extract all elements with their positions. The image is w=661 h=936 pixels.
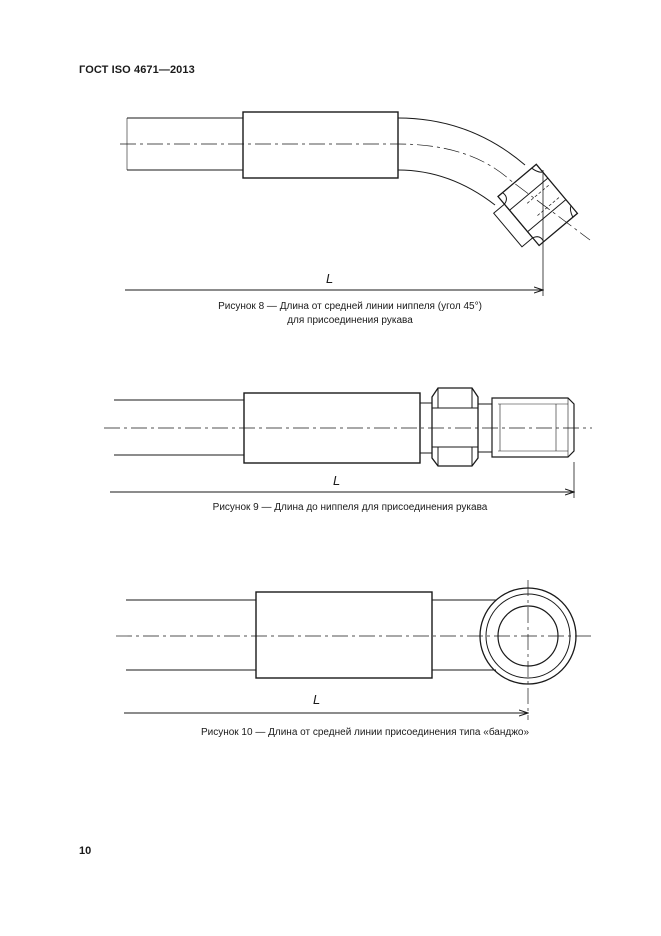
figure-8-caption-line1: Рисунок 8 — Длина от средней линии ниппеля (угол 45°)	[218, 301, 482, 312]
page-number: 10	[79, 845, 92, 857]
figure-10-dim-label: L	[313, 692, 321, 707]
hose-sleeve	[256, 592, 432, 678]
figure-10-caption: Рисунок 10 — Длина от средней линии присоединения типа «банджо»	[200, 727, 530, 738]
document-header: ГОСТ ISO 4671—2013	[79, 64, 195, 76]
figure-8-caption-line2: для присоединения рукава	[287, 315, 413, 326]
figure-9-dim-label: L	[333, 473, 341, 488]
figure-9-caption: Рисунок 9 — Длина до ниппеля для присоединения рукава	[212, 502, 488, 513]
figure-8-dim-label: L	[326, 271, 334, 286]
